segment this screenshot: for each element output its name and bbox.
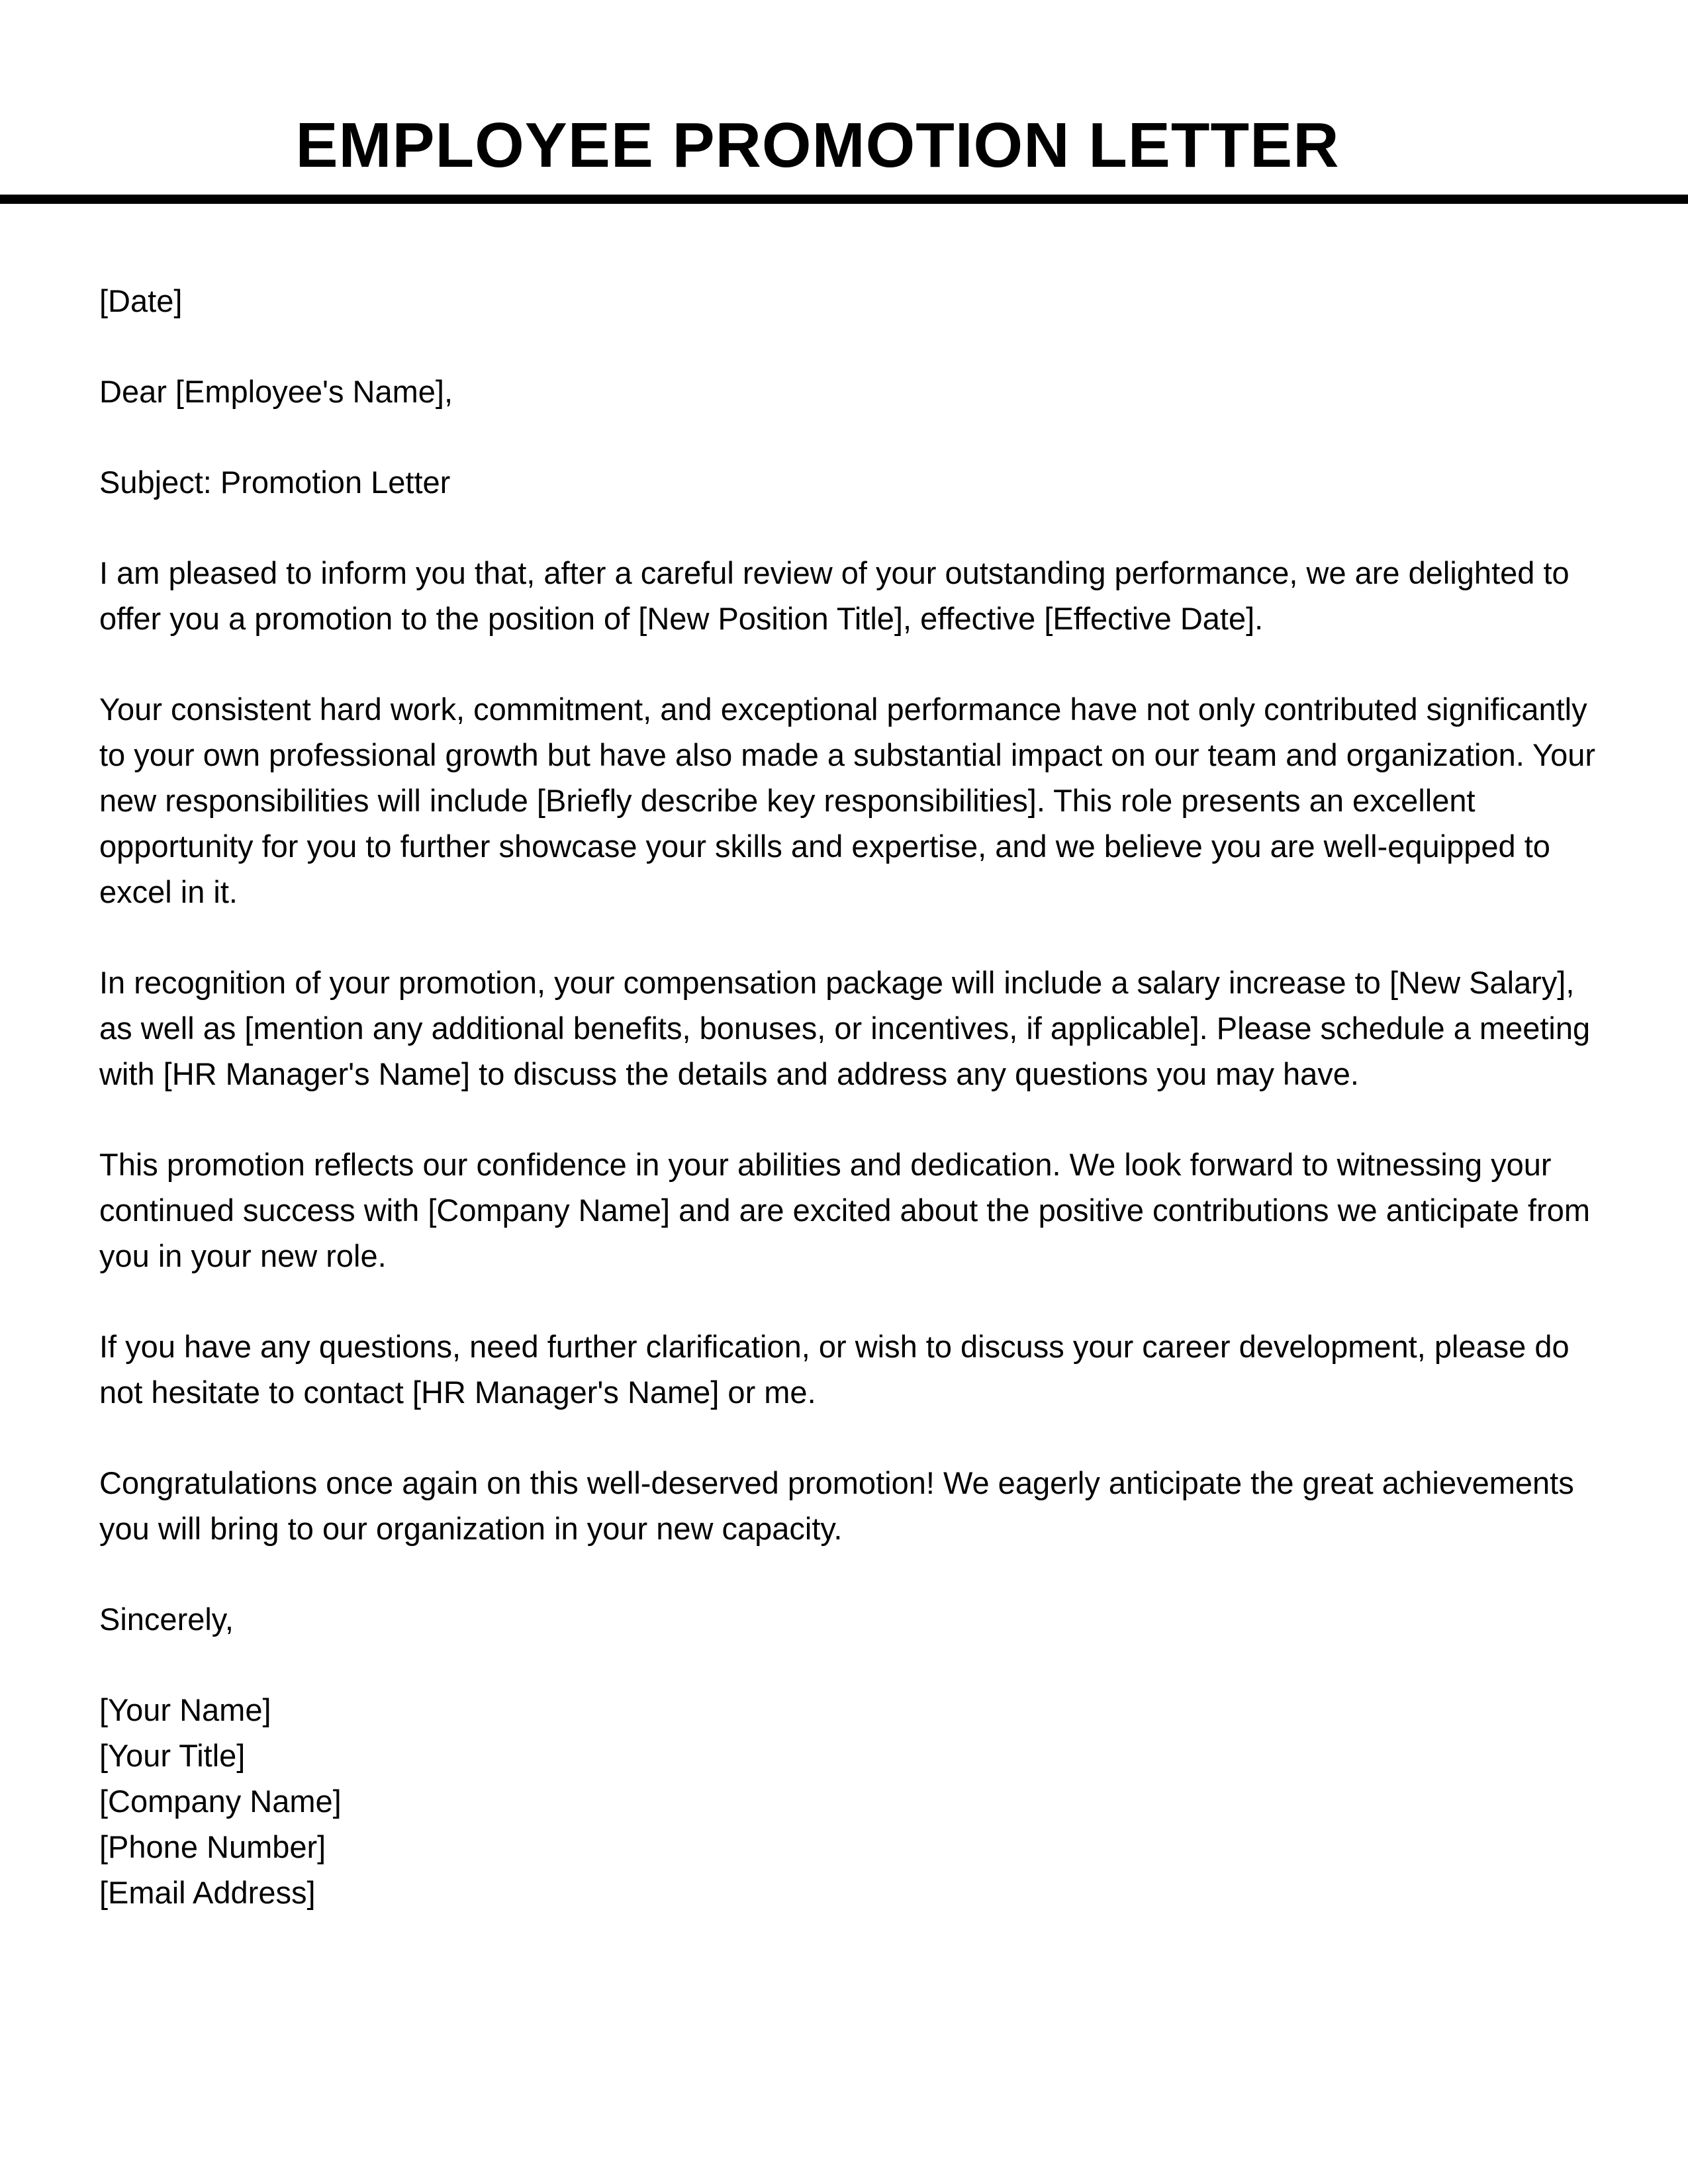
paragraph-announcement: I am pleased to inform you that, after a careful review of your outstanding performance, we are delighted to offer you a promotion to the position of [New Position Title], effective [Effective Date].: [99, 555, 1570, 636]
paragraph-compensation: In recognition of your promotion, your compensation package will include a salary increase to [New Salary], as well as [mention any additional benefits, bonuses, or incentives, if applicable]. Please schedule a meeting with [HR Manager's Name] to discuss the details and address any questions you may have.: [99, 965, 1591, 1091]
signature-name: [Your Name]: [99, 1692, 271, 1727]
signature-email: [Email Address]: [99, 1875, 316, 1910]
letter-salutation: Dear [Employee's Name],: [99, 374, 453, 409]
signature-company: [Company Name]: [99, 1784, 342, 1819]
signature-title: [Your Title]: [99, 1738, 246, 1773]
letter-subject: Subject: Promotion Letter: [99, 465, 451, 500]
letter-closing: Sincerely,: [99, 1602, 234, 1637]
paragraph-confidence: This promotion reflects our confidence in your abilities and dedication. We look forward to witnessing your continued success with [Company Name] and are excited about the positive contributions we anticipate from you in your new role.: [99, 1147, 1590, 1273]
paragraph-questions: If you have any questions, need further clarification, or wish to discuss your career development, please do not hesitate to contact [HR Manager's Name] or me.: [99, 1329, 1570, 1410]
letter-body: [99, 278, 1609, 1915]
document-title: EMPLOYEE PROMOTION LETTER: [295, 110, 1340, 181]
paragraph-responsibilities: Your consistent hard work, commitment, and exceptional performance have not only contributed significantly to your own professional growth but have also made a substantial impact on our team and organization. Your new responsibilities will include [Briefly describe key responsibilities]. This role presents an excellent opportunity for you to further showcase your skills and expertise, and we believe you are well-equipped to excel in it.: [99, 692, 1595, 909]
signature-block: [99, 1687, 1609, 1915]
signature-phone: [Phone Number]: [99, 1829, 326, 1864]
title-divider: [0, 195, 1688, 204]
paragraph-congratulations: Congratulations once again on this well-deserved promotion! We eagerly anticipate the great achievements you will bring to our organization in your new capacity.: [99, 1465, 1574, 1546]
letter-date: [Date]: [99, 283, 183, 318]
